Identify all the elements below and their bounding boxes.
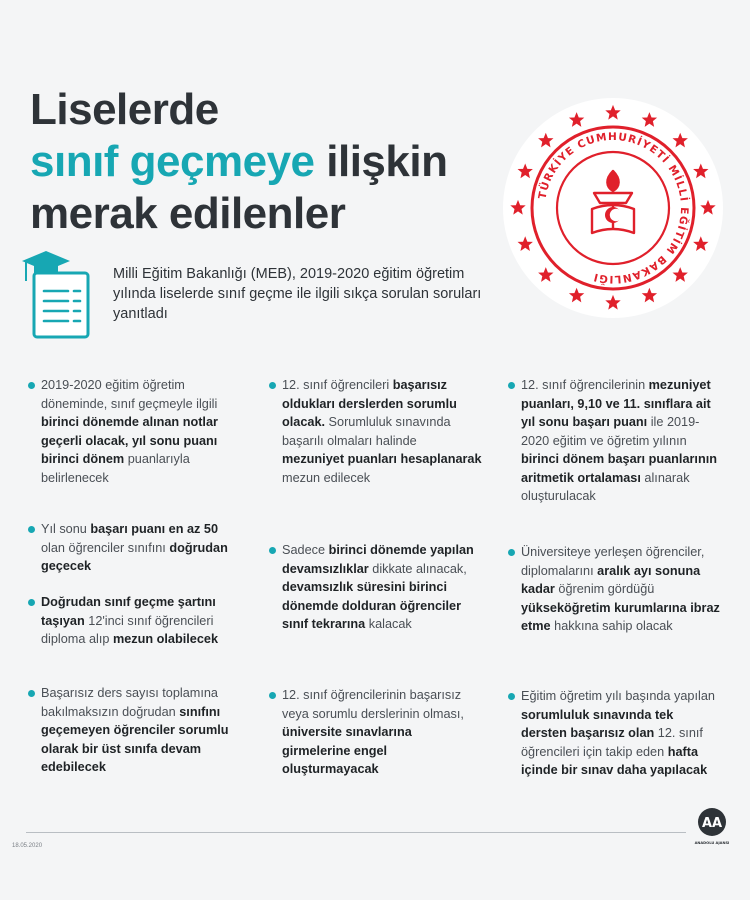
bullet-item bbox=[28, 593, 241, 649]
bullet-emphasis: yükseköğretim kurumlarına ibraz etme bbox=[521, 600, 720, 633]
bullet-dot-icon bbox=[28, 526, 35, 533]
bullet-text: mezun edilecek bbox=[282, 470, 371, 485]
bullet-item bbox=[269, 376, 482, 487]
bullet-emphasis: mezuniyet puanları hesaplanarak bbox=[282, 452, 482, 466]
bullet-emphasis: başarısız oldukları derslerden sorumlu olacak. bbox=[282, 378, 457, 429]
bullet-dot-icon bbox=[269, 382, 276, 389]
bullet-text: 2019-2020 eğitim öğretim döneminde, sınıf geçmeyle ilgili bbox=[41, 378, 218, 411]
bullet-text: ile 2019-2020 eğitim ve öğretim yılının bbox=[521, 415, 700, 448]
headline-line-3: merak edilenler bbox=[30, 189, 346, 238]
bullet-text: Eğitim öğretim yılı başında yapılan bbox=[521, 689, 715, 703]
bullet-emphasis: doğrudan geçecek bbox=[41, 540, 228, 573]
bullet-text: Başarısız ders sayısı toplamına bakılmaksızın doğrudan bbox=[41, 686, 218, 719]
footer-divider bbox=[26, 832, 686, 833]
bullet-text: 12. sınıf öğrencileri bbox=[282, 378, 393, 392]
bullet-item bbox=[28, 684, 241, 777]
bullet-text: olan öğrenciler sınıfını bbox=[41, 540, 170, 555]
headline-line-2 bbox=[30, 136, 447, 188]
bullet-emphasis: Doğrudan sınıf geçme şartını taşıyan bbox=[41, 595, 216, 628]
bullet-dot-icon bbox=[269, 692, 276, 699]
bullet-emphasis: birinci dönem başarı puanlarının aritmetik ortalaması bbox=[521, 452, 717, 485]
bullet-text: Üniversiteye yerleşen öğrenciler, diplomalarını bbox=[521, 545, 705, 578]
bullet-emphasis: üniversite sınavlarına girmelerine engel oluşturmayacak bbox=[282, 725, 412, 776]
bullet-dot-icon bbox=[28, 599, 35, 606]
bullet-text: hakkına sahip olacak bbox=[550, 619, 673, 633]
bullet-emphasis: sorumluluk sınavında tek dersten başarısız olan bbox=[521, 707, 674, 740]
graduation-checklist-icon bbox=[20, 243, 96, 341]
bullet-item bbox=[28, 376, 241, 487]
anadolu-agency-logo bbox=[690, 806, 734, 852]
seal-ring-text: TÜRKİYE CUMHURİYETİ MİLLİ EĞİTİM BAKANLIĞI bbox=[536, 130, 691, 286]
headline-highlight: sınıf geçmeye bbox=[30, 137, 315, 186]
svg-text:AA: AA bbox=[701, 816, 723, 831]
bullet-dot-icon bbox=[269, 547, 276, 554]
bullet-text: alınarak oluşturulacak bbox=[521, 470, 690, 503]
bullet-text: 12. sınıf öğrencilerinin başarısız veya sorumlu derslerinin olması, bbox=[282, 688, 464, 721]
bullet-emphasis: sınıfını geçemeyen öğrenciler sorumlu olarak bir üst sınıfa devam edebilecek bbox=[41, 704, 229, 774]
bullet-dot-icon bbox=[508, 549, 515, 556]
bullet-item bbox=[508, 376, 721, 506]
bullet-emphasis: birinci dönemde alınan notlar geçerli olacak, yıl sonu puanı birinci dönem bbox=[41, 415, 218, 466]
ministry-seal-logo bbox=[502, 97, 724, 319]
bullet-text: öğrenim gördüğü bbox=[554, 582, 655, 596]
svg-text:ANADOLU AJANSI: ANADOLU AJANSI bbox=[694, 841, 730, 845]
bullet-emphasis: mezun olabilecek bbox=[112, 632, 218, 646]
bullet-dot-icon bbox=[508, 382, 515, 389]
bullet-dot-icon bbox=[508, 693, 515, 700]
bullet-text: dikkate alınacak, bbox=[368, 561, 467, 576]
bullet-item bbox=[28, 520, 241, 576]
bullet-text: Yıl sonu bbox=[41, 522, 91, 536]
bullet-emphasis: hafta içinde bir sınav daha yapılacak bbox=[521, 744, 708, 777]
bullet-item bbox=[508, 543, 721, 636]
bullet-emphasis: aralık ayı sonuna kadar bbox=[521, 563, 701, 596]
headline-line-2-rest: ilişkin bbox=[314, 137, 448, 186]
bullet-text: puanlarıyla belirlenecek bbox=[41, 452, 190, 485]
bullet-emphasis: başarı puanı en az 50 bbox=[90, 522, 219, 536]
bullet-text: kalacak bbox=[365, 617, 412, 631]
intro-text: Milli Eğitim Bakanlığı (MEB), 2019-2020 eğitim öğretim yılında liselerde sınıf geçme ile ilgili sıkça sorulan soruları yanıtladı bbox=[113, 266, 482, 322]
bullet-text: 12. sınıf öğrencileri için takip eden bbox=[521, 726, 703, 759]
headline bbox=[30, 84, 447, 240]
publish-date: 18.05.2020 bbox=[12, 843, 43, 849]
bullet-dot-icon bbox=[28, 690, 35, 697]
headline-line-1: Liselerde bbox=[30, 85, 219, 134]
bullet-dot-icon bbox=[28, 382, 35, 389]
bullet-item bbox=[269, 541, 482, 634]
bullet-item bbox=[508, 687, 721, 780]
bullet-text: 12. sınıf öğrencilerinin bbox=[521, 378, 649, 392]
bullet-item bbox=[269, 686, 482, 779]
bullet-text: 12'inci sınıf öğrencileri diploma alıp bbox=[41, 613, 214, 646]
bullet-emphasis: birinci dönemde yapılan devamsızlıklar bbox=[282, 543, 474, 576]
bullet-text: Sorumluluk sınavında başarılı olmaları halinde bbox=[282, 415, 451, 448]
bullet-text: Sadece bbox=[282, 543, 329, 557]
bullet-emphasis: devamsızlık süresini birinci dönemde dolduran öğrenciler sınıf tekrarına bbox=[282, 580, 462, 631]
bullet-emphasis: mezuniyet puanları, 9,10 ve 11. sınıflara ait yıl sonu başarı puanı bbox=[521, 378, 711, 429]
